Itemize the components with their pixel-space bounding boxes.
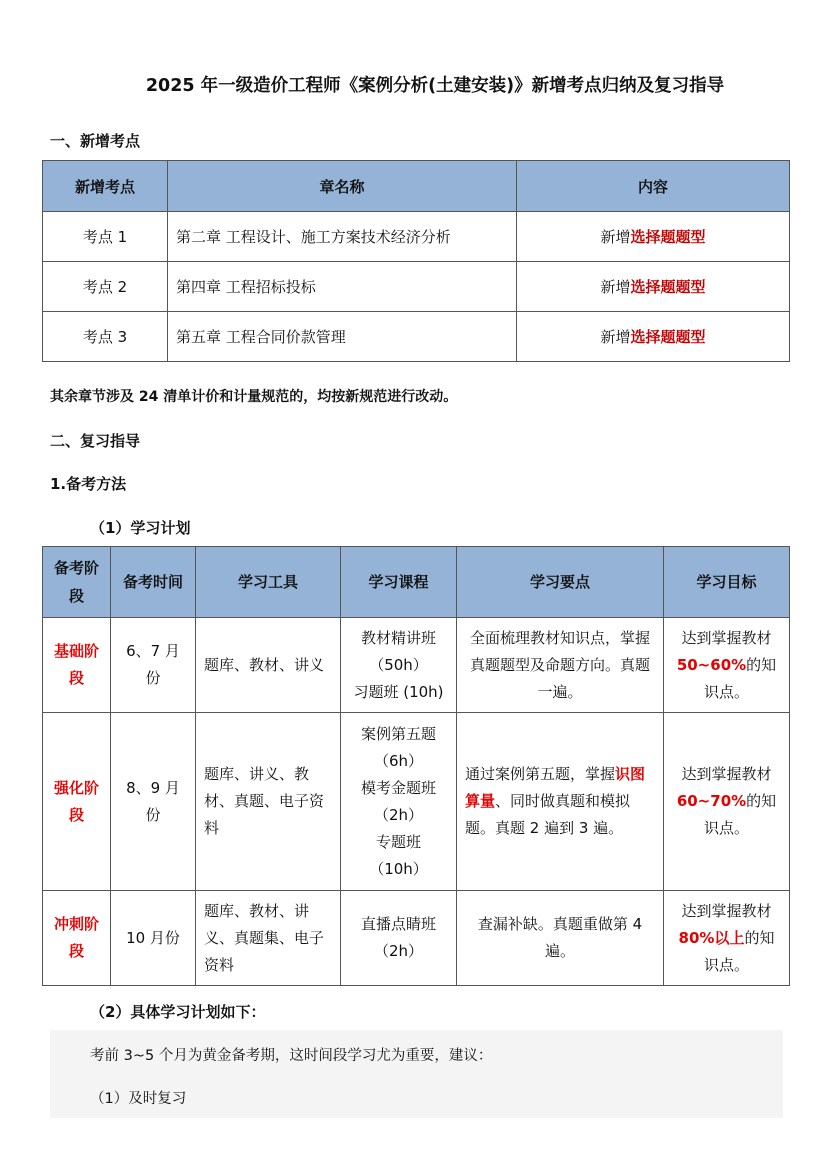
content-prefix: 新增	[600, 228, 631, 246]
table-row	[43, 618, 790, 713]
table-header-row	[43, 547, 790, 618]
goal-cell	[664, 618, 790, 713]
courses-cell	[341, 618, 457, 713]
header-cell: 内容	[517, 161, 790, 212]
goal-prefix: 达到掌握教材	[681, 901, 772, 920]
page-title: 2025 年一级造价工程师《案例分析(土建安装)》新增考点归纳及复习指导	[145, 76, 725, 96]
time-cell: 6、7 月份	[111, 618, 196, 713]
stage-cell: 冲刺阶段	[43, 891, 111, 986]
header-cell: 学习工具	[196, 547, 341, 618]
point-cell: 考点 3	[43, 312, 168, 362]
paragraph: 考前 3~5 个月为黄金备考期，这时间段学习尤为重要，建议：	[90, 1048, 493, 1064]
header-cell: 备考时间	[111, 547, 196, 618]
content-highlight: 选择题题型	[630, 328, 706, 346]
table-header-row	[43, 161, 790, 212]
subheading-methods: 1.备考方法	[50, 475, 127, 493]
table-row	[43, 891, 790, 986]
section-heading-new-points: 一、新增考点	[50, 132, 141, 150]
points-cell	[457, 713, 664, 891]
time-cell: 10 月份	[111, 891, 196, 986]
points-highlight: 识图算量	[465, 765, 646, 810]
header-cell: 新增考点	[43, 161, 168, 212]
goal-suffix: 的知识点。	[703, 655, 777, 701]
goal-percent: 80%以上	[678, 928, 745, 947]
chapter-cell: 第四章 工程招标投标	[168, 262, 517, 312]
subheading-study-plan: （1）学习计划	[90, 519, 191, 537]
course-line: 教材精讲班	[360, 628, 436, 647]
tools-cell: 题库、教材、讲义、真题集、电子资料	[196, 891, 341, 986]
course-line: （6h）	[373, 751, 424, 770]
stage-cell: 强化阶段	[43, 713, 111, 891]
point-cell: 考点 2	[43, 262, 168, 312]
content-cell	[517, 212, 790, 262]
section-heading-review: 二、复习指导	[50, 432, 141, 450]
goal-suffix: 的知识点。	[703, 792, 777, 837]
content-cell	[517, 312, 790, 362]
course-line: 专题班	[375, 832, 421, 851]
tools-cell: 题库、讲义、教材、真题、电子资料	[196, 713, 341, 891]
content-highlight: 选择题题型	[630, 228, 706, 246]
time-cell: 8、9 月份	[111, 713, 196, 891]
table-row	[43, 212, 790, 262]
goal-suffix: 的知识点。	[703, 928, 775, 974]
points-cell	[457, 618, 664, 713]
study-plan-table	[42, 546, 790, 986]
goal-cell	[664, 713, 790, 891]
table-row	[43, 713, 790, 891]
stage-cell: 基础阶段	[43, 618, 111, 713]
course-line: 案例第五题	[360, 724, 436, 743]
chapter-cell: 第五章 工程合同价款管理	[168, 312, 517, 362]
content-highlight: 选择题题型	[630, 278, 706, 296]
table-row	[43, 262, 790, 312]
courses-cell	[341, 713, 457, 891]
subheading-detailed-plan: （2）具体学习计划如下：	[90, 1003, 266, 1021]
course-line: （10h）	[369, 859, 428, 878]
points-cell	[457, 891, 664, 986]
header-cell: 备考阶段	[43, 547, 111, 618]
header-cell: 学习课程	[341, 547, 457, 618]
points-text: 全面梳理教材知识点，掌握真题题型及命题方向。真题一遍。	[469, 628, 650, 701]
courses-cell	[341, 891, 457, 986]
tools-cell: 题库、教材、讲义	[196, 618, 341, 713]
course-line: （2h）	[373, 805, 424, 824]
course-line: （2h）	[373, 942, 424, 960]
course-line: 习题班 (10h)	[353, 682, 444, 701]
goal-cell	[664, 891, 790, 986]
header-cell: 学习要点	[457, 547, 664, 618]
chapter-cell: 第二章 工程设计、施工方案技术经济分析	[168, 212, 517, 262]
points-text-end: 、同时做真题和模拟题。真题 2 遍到 3 遍。	[465, 792, 631, 837]
content-prefix: 新增	[600, 328, 631, 346]
course-line: （50h）	[369, 655, 428, 674]
table-row	[43, 312, 790, 362]
goal-prefix: 达到掌握教材	[681, 628, 772, 647]
paragraph: （1）及时复习	[90, 1091, 187, 1107]
content-prefix: 新增	[600, 278, 631, 296]
goal-percent: 50~60%	[676, 655, 747, 674]
new-points-table	[42, 160, 790, 362]
content-cell	[517, 262, 790, 312]
goal-percent: 60~70%	[676, 792, 747, 810]
header-cell: 章名称	[168, 161, 517, 212]
course-line: 模考金题班	[360, 778, 436, 797]
points-text: 通过案例第五题，掌握	[465, 765, 616, 783]
course-line: 直播点睛班	[360, 915, 436, 933]
point-cell: 考点 1	[43, 212, 168, 262]
header-cell: 学习目标	[664, 547, 790, 618]
points-text: 查漏补缺。真题重做第 4 遍。	[477, 915, 643, 960]
regulation-note: 其余章节涉及 24 清单计价和计量规范的，均按新规范进行改动。	[50, 389, 458, 405]
goal-prefix: 达到掌握教材	[681, 765, 772, 783]
